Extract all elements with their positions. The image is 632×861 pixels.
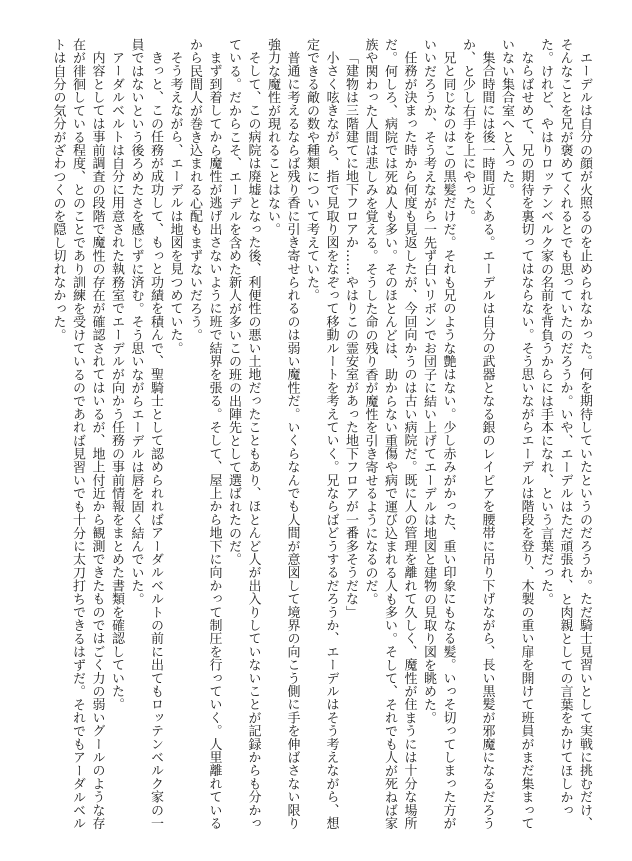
paragraph: エーデルは自分の顔が火照るのを止められなかった。何を期待していたというのだろうか。ただ騎士見習いとして実戦に挑むだけ、そんなことを兄が褒めてくれるとでも思っていたのだろうか。いや、エーデルはただ頑張れ、と肉親としての言葉をかけてほしかった。けれど、やはりロッテンベルク家の名前を背負うからには手本になれ、という言葉だった。 bbox=[538, 38, 592, 830]
paragraph: きっと、この任務が成功して、もっと功績を積んで、聖騎士として認められればアーダルベルトの前に出てもロッテンベルク家の一員ではないという後ろめたさを感じずに済む。そう思いながらエーデルは唇を固く結んでいた。 bbox=[128, 38, 163, 830]
paragraph: まず到着してから魔性が逃げ出さないように班で結界を張る。そして、屋上から地下に向かって制圧を行っていく。人里離れているから民間人が巻き込まれる心配もまずないだろう。 bbox=[187, 38, 222, 830]
paragraph: 「建物は三階建てに地下フロアか……やはりこの霊安室があった地下フロアが一番多そうだな」 bbox=[343, 51, 358, 619]
paragraph: そして、この病院は廃墟となった後、利便性の悪い土地だったこともあり、ほとんど人が出入りしていないことが記録からも分かっている。だからこそ、エーデルを含めた新人が多いこの班の出陣先として選ばれたのだ。 bbox=[226, 38, 261, 830]
paragraph: そう考えながら、エーデルは地図を見つめていた。 bbox=[167, 51, 183, 355]
paragraph: 普通に考えるならば残り香に引き寄せられるのは弱い魔性だ。いくらなんでも人間が意図して境界の向こう側に手を伸ばさない限り強力な魔性が現れることはない。 bbox=[265, 38, 300, 830]
paragraph: 任務が決まった時から何度も見返したが、今回向かうのは古い病院だ。既に人の管理を離れて久しく、魔性が住まうには十分な場所だ。何しろ、病院では死ぬ人も多い。そのほとんどは、助からない重傷や病で運び込まれる人も多い。そして、それでも人が死ねば家族や関わった人間は悲しみを覚える。そうした命の残り香が魔性を引き寄せるようになるのだ。 bbox=[362, 38, 417, 830]
paragraph: 兄と同じなのはこの黒髪だけだ。それも兄のような艶はない。少し赤みがかった、重い印象にもなる髪。いっそ切ってしまった方がいいだろうか、そう考えながら一先ず白いリボンでお団子に結い上げてエーデルは地図と建物の見取り図を眺めた。 bbox=[421, 38, 456, 830]
paragraph: 集合時間には後一時間近くある。エーデルは自分の武器となる銀のレイピアを腰帯に吊り下げながら、長い黒髪が邪魔になるだろうか、と少し右手を上にやった。 bbox=[460, 38, 495, 830]
paragraph: アーダルベルトは自分に用意された執務室でエーデルが向かう任務の事前情報をまとめた書類を確認していた。 bbox=[109, 51, 124, 711]
paragraph: 内容としては事前調査の段階で魔性の存在が確認されてはいるが、地上付近から観測できたものではごく力の弱いグールのような存在が徘徊している程度、とのことであり訓練を受けているのであれば見習いでも十分に太刀打ちできるはずだ。それでもアーダルベルトは自分の気分がざわつくのを隠し切れなかった。 bbox=[50, 38, 105, 830]
paragraph: ならばせめて、兄の期待を裏切ってはならない。そう思いながらエーデルは階段を登り、木製の重い扉を開けて班員がまだ集まっていない集合室へと入った。 bbox=[499, 38, 534, 830]
vertical-text-body bbox=[38, 38, 594, 838]
paragraph: 小さく呟きながら、指で見取り図をなぞって移動ルートを考えていく。兄ならばどうするだろうか、エーデルはそう考えながら、想定できる敵の数や種類について考えていた。 bbox=[304, 38, 339, 830]
